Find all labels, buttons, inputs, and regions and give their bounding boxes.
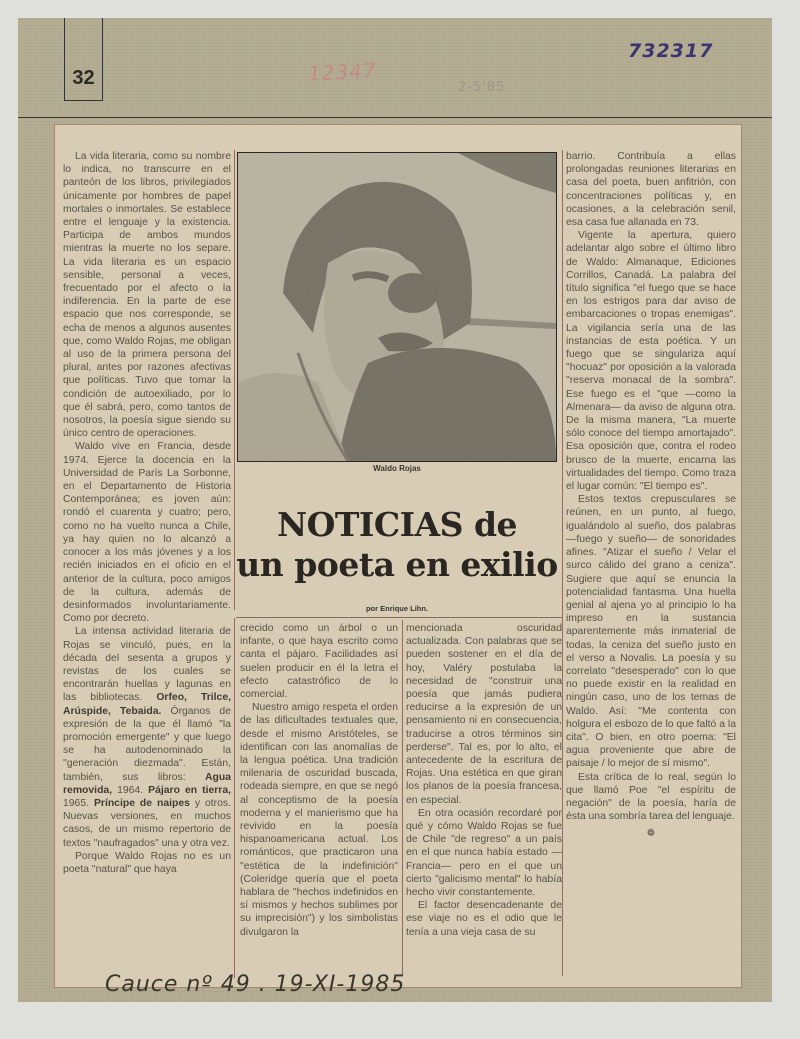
article-column-2 bbox=[240, 622, 398, 974]
paragraph: La intensa actividad literaria de Rojas se vinculó, pues, en la década del sesenta a grupos y revistas de los cuales se encontrarán huellas y lagunas en las bibliotecas. Orfeo, Trilce, Arúspide, Tebaida. Órganos de expresión de la que él llamó "la promoción emergente" y que luego se ha autodenominado la "generación diezmada". Están, también, sus libros: Agua removida, 1964. Pájaro en tierra, 1965. Príncipe de naipes y otros. Nuevas versiones, en muchos casos, de un mismo repertorio de textos "naufragados" una y otra vez. bbox=[63, 626, 231, 849]
journal-names: Orfeo, Trilce, Arúspide, Tebaida. bbox=[63, 692, 231, 717]
byline-rule bbox=[236, 617, 562, 618]
article-column-4 bbox=[566, 150, 736, 950]
page-number-box bbox=[64, 18, 103, 101]
paragraph: crecido como un árbol o un infante, o que haya escrito como canta el pájaro. Facilidades así suelen producir en él la letra el efecto catastrófico de lo comercial. bbox=[240, 623, 398, 701]
paragraph: Vigente la apertura, quiero adelantar algo sobre el último libro de Waldo: Almanaque, Ediciones Corrillos, Canadá. La palabra del título significa "el fuego que se hace en los estrigos para dar aviso de embarcaciones o tropas enemigas". La vigilancia sería una de las instancias de esta poética. Y un fuego que se singulariza aquí "hocuaz" por oposición a la valorada "reserva monacal de la sombra". Ese fuego es el "que —como la Almenara— da aviso de alguna otra. De la misma manera, "La muerte sólo conoce del tiempo amortajado". Esa oposición que, contra el rodeo brusco de la muerte, encarna las virtualidades del tiempo. Como traza el lugar común: "El tiempo es". bbox=[566, 230, 736, 493]
handwritten-source-note: Cauce nº 49 . 19-XI-1985 bbox=[105, 972, 406, 997]
portrait-photo bbox=[237, 152, 557, 462]
book-title: Agua removida, bbox=[63, 771, 231, 796]
paragraph: Estos textos crepusculares se reúnen, en un punto, al fuego, igualándolo al sueño, dos palabras —fuego y sueño— de sonoridades afines. "Atizar el sueño / Velar el surco cálido del grano a ceniza". Sugiere que aquí se enuncia la potencialidad fantasma. Una huella genial al ajena yo al principio lo ha impreso en la sustancia aparentemente más inmaterial de todas, la ceniza del sueño justo en el verso a Novalis. La poesía y su correlato "desesperado" con lo que no puede existir en la realidad en ningún caso, uno de los temas de Waldo. Así: "Me contenta con holgura el esbozo de lo que faltó a la cita". O bien, en otro poema: "El agua proveniente que abre de paisaje / lo mejor de sí mismo". bbox=[566, 494, 736, 770]
byline: por Enrique Lihn. bbox=[365, 604, 429, 613]
paragraph: barrio. Contribuía a ellas prolongadas reuniones literarias en casa del poeta, buen anfitrión, con concentraciones políticas y, en ocasiones, a la celebración senil, esa casa fue allanada en 73. bbox=[566, 151, 736, 229]
paragraph: La vida literaria, como su nombre lo indica, no transcurre en el panteón de los libros, privilegiados únicamente por hombres de papel mortales o inmortales. Se establece entre el lenguaje y la existencia. Participa de ambos mundos mientras la muerte no los separe. La vida literaria es un espacio sensible, personal a veces, frecuentado por el afecto o la indiferencia. En la parte de ese espacio que nos corresponde, se echa de menos a algunos ausentes que, como Waldo Rojas, me obligan al uso de la primera persona del plural, antes por razones afectivas que políticas. Tuvo que tomar la condición de autoexiliado, por lo que él sabrá, pero, como tantos de nosotros, la poesía sigue siendo su único centro de operaciones. bbox=[63, 151, 231, 440]
paragraph: mencionada oscuridad actualizada. Con palabras que se pueden sostener en el día de hoy, Valéry postulaba la necesidad de "construir una poesía que jamás pudiera reducirse a la expresión de un pensamiento ni en consecuencia, traducirse a otros términos sin perderse". Tal es, por lo alto, el antecedente de la escritura de Rojas. Una estética en que giran los planos de la poesía francesa, en especial. bbox=[406, 623, 562, 806]
header-rule bbox=[18, 117, 772, 118]
page-number: 32 bbox=[72, 67, 95, 89]
handwritten-red-number: 12347 bbox=[307, 58, 378, 86]
photo-caption: Waldo Rojas bbox=[373, 464, 421, 473]
paragraph: Nuestro amigo respeta el orden de las dificultades textuales que, desde el mismo Aristóteles, se identifican con las anomalías de la lengua poética. Una tradición milenaria de oscuridad buscada, rodeada siempre, en que se negó al conceptismo de la poesía moderna y el manierismo que ha revivido en la poesía hispanoamericana actual. Los románticos, que practicaron una "estética de la indefinición" (Coleridge quería que el poeta hablara de "hechos indefinidos en sí mismos y hechos sublimes por su imprecisión") y los simbolistas divulgaron la bbox=[240, 702, 398, 938]
handwritten-archive-number: 732317 bbox=[628, 40, 714, 62]
book-title: Príncipe de naipes bbox=[93, 797, 190, 809]
title-line-2: un poeta en exilio bbox=[236, 545, 558, 584]
paragraph: En otra ocasión recordaré por qué y cómo Waldo Rojas se fue de Chile "de regreso" a un país en el que nunca había estado —Francia— pero en el que un cierto "galicismo mental" lo había hecho vivir constantemente. bbox=[406, 807, 562, 899]
column-divider bbox=[234, 618, 235, 978]
title-line-1: NOTICIAS de bbox=[276, 505, 518, 544]
column-divider bbox=[562, 150, 563, 976]
column-divider bbox=[402, 620, 403, 976]
article-column-3 bbox=[406, 622, 562, 974]
article-title bbox=[232, 505, 562, 585]
article-column-1 bbox=[63, 150, 231, 972]
end-of-article-mark: ❁ bbox=[646, 828, 656, 840]
paragraph: Porque Waldo Rojas no es un poeta "natural" que haya bbox=[63, 850, 231, 875]
faint-date-stamp: 2-5'85 bbox=[458, 80, 506, 95]
paragraph: Waldo vive en Francia, desde 1974. Ejerce la docencia en la Universidad de París La Sorbonne, en el Departamento de Historia Contemporánea; es joven aún: rondó el cuarenta y cuatro; pero, como no ha vuelto nunca a Chile, ya hay quien no lo alcanzó a conocer a los más jóvenes y a los recién iniciados en el oficio en el anterior de la cultura, poco amigos de la cultura, además de desinformados involuntariamente. Como por decreto. bbox=[63, 441, 231, 625]
paragraph: Esta crítica de lo real, según lo que llamó Poe "el espíritu de negación" de la poesía, haría de ésta una sombría tarea del lenguaje. bbox=[566, 771, 736, 823]
book-title: Pájaro en tierra, bbox=[148, 784, 231, 796]
paragraph: El factor desencadenante de ese viaje no es el odio que le tenía a una vieja casa de su bbox=[406, 900, 562, 938]
portrait-image bbox=[238, 153, 556, 461]
